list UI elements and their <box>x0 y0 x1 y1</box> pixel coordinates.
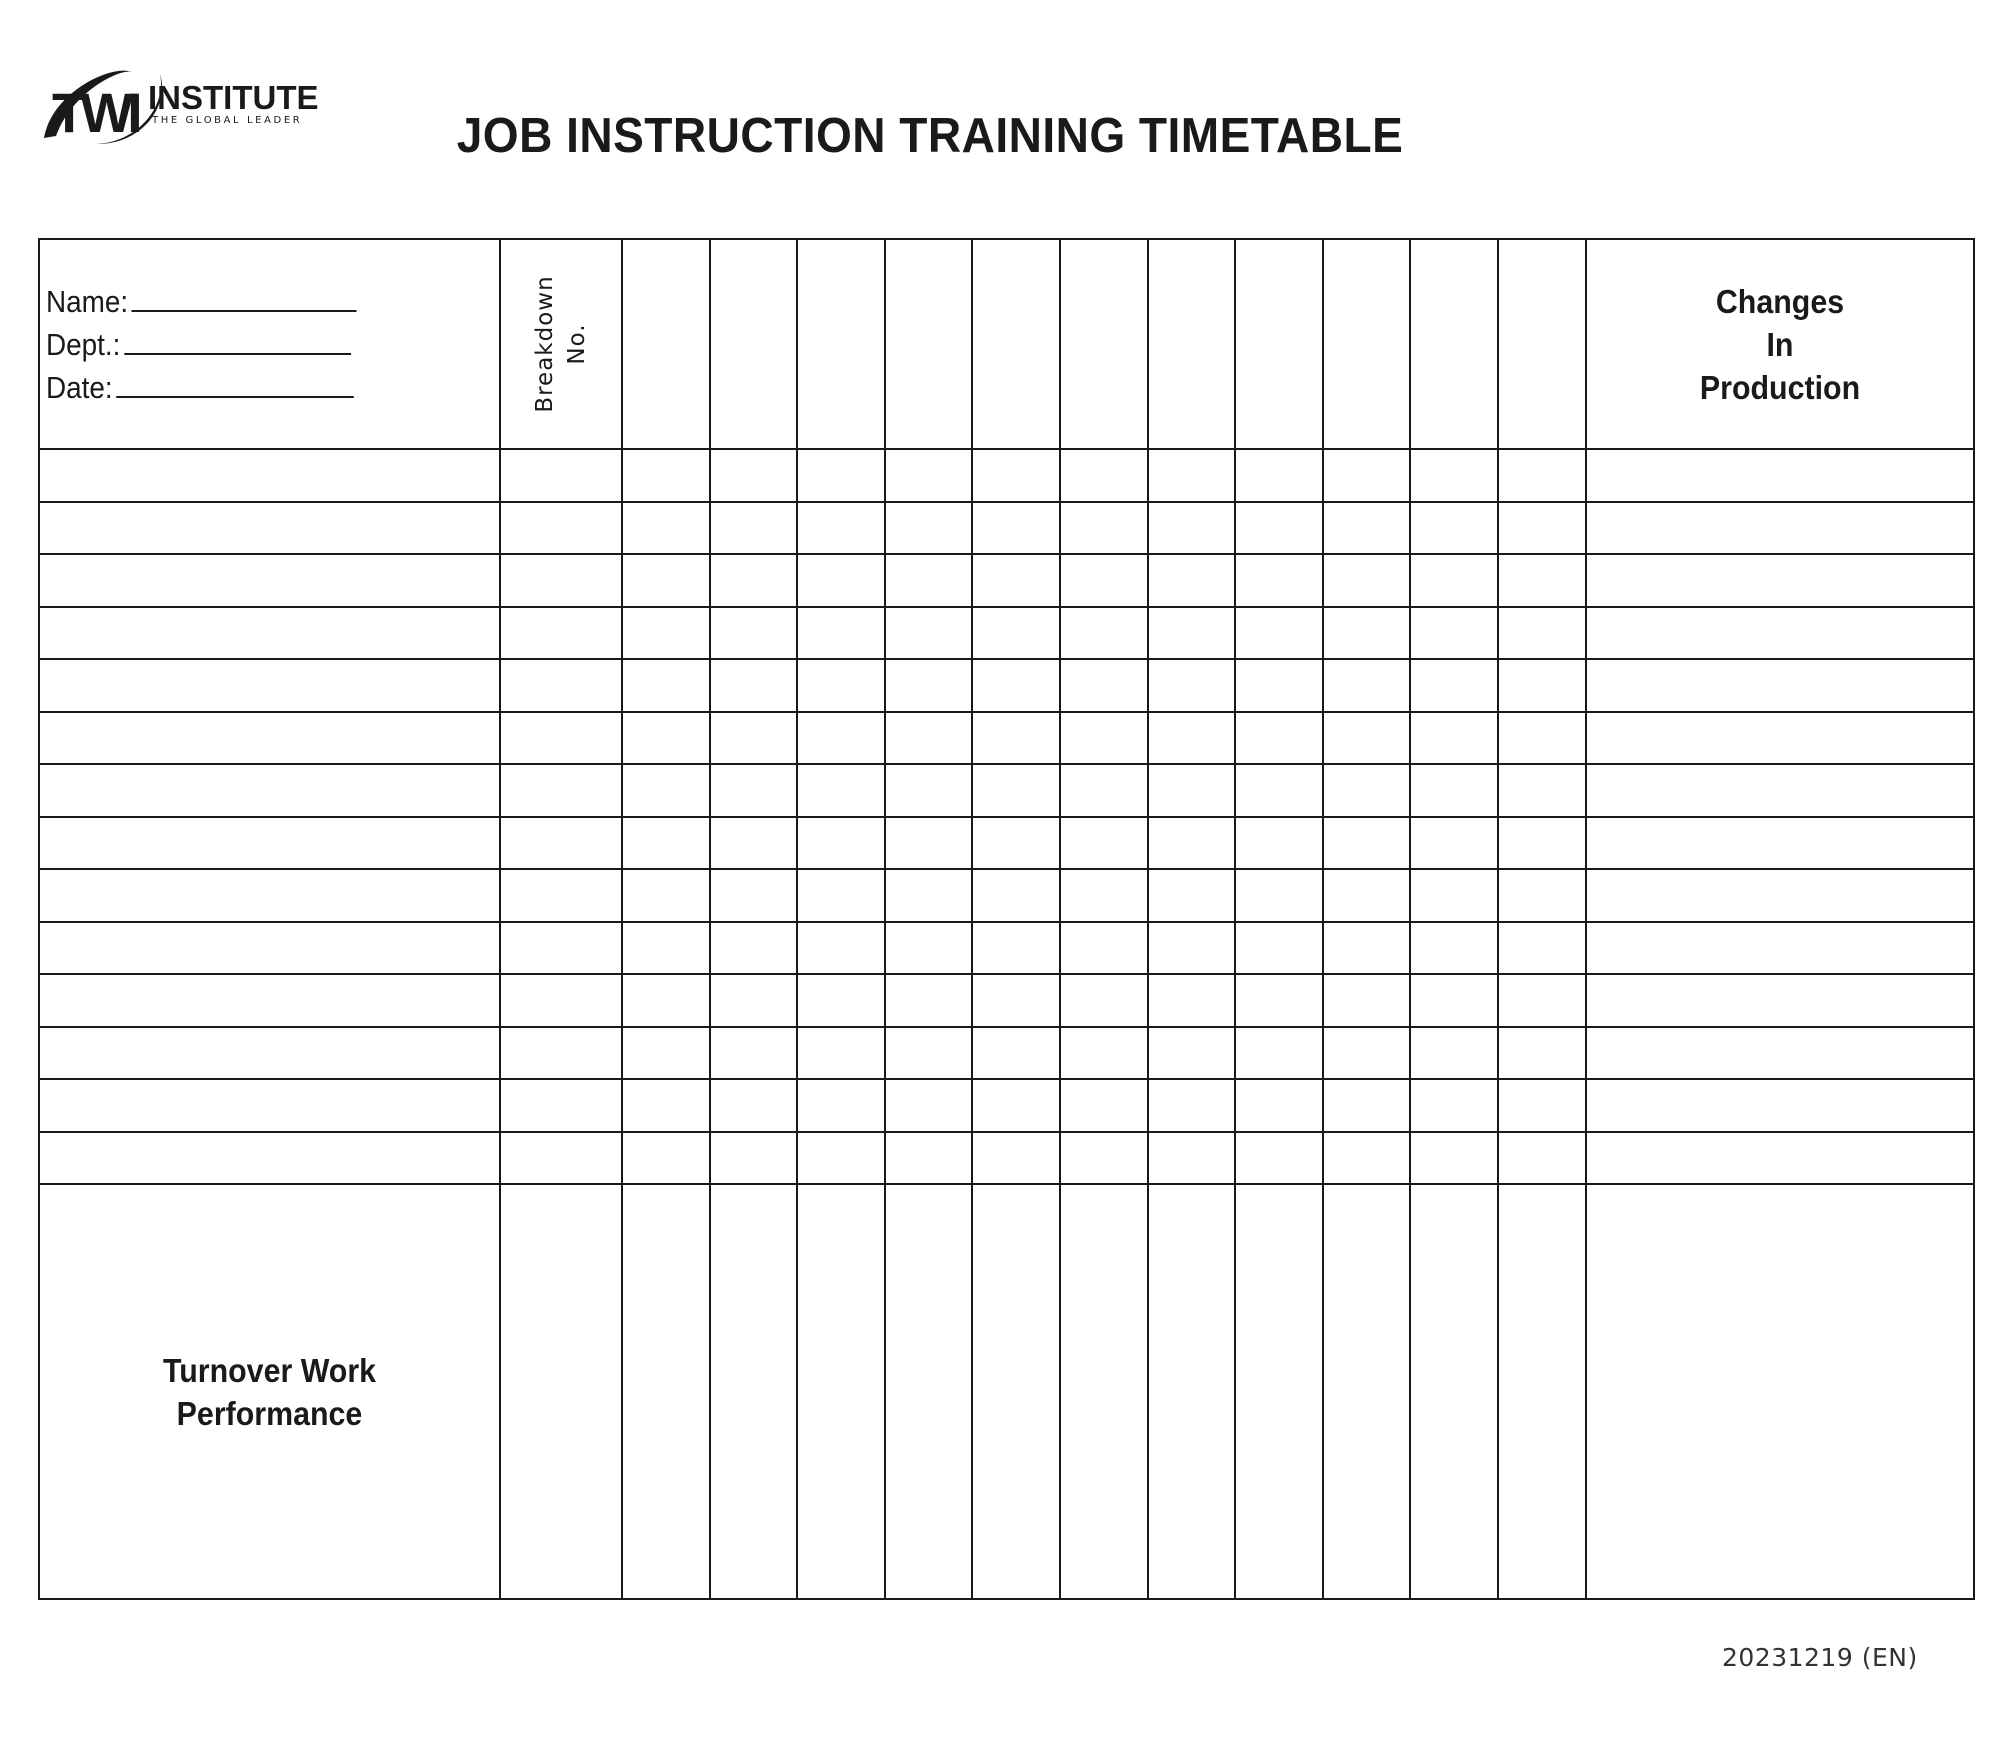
day-cell[interactable] <box>1498 1132 1586 1185</box>
day-cell[interactable] <box>1323 659 1411 712</box>
day-cell[interactable] <box>885 502 973 555</box>
header-day-cell[interactable] <box>1148 239 1236 449</box>
day-cell[interactable] <box>972 922 1060 975</box>
turnover-label-line1: Turnover Work <box>162 1351 377 1389</box>
day-cell[interactable] <box>1148 869 1236 922</box>
day-cell[interactable] <box>1060 449 1148 502</box>
table-row <box>39 869 1974 922</box>
trainee-name-cell[interactable] <box>39 869 500 922</box>
day-cell[interactable] <box>1410 712 1498 765</box>
day-cell[interactable] <box>1410 1132 1498 1185</box>
day-cell[interactable] <box>1323 449 1411 502</box>
day-cell[interactable] <box>1323 1079 1411 1132</box>
trainee-name-cell[interactable] <box>39 554 500 607</box>
day-cell[interactable] <box>1060 659 1148 712</box>
day-cell[interactable] <box>1235 554 1323 607</box>
table-row <box>39 764 1974 817</box>
day-cell[interactable] <box>1060 922 1148 975</box>
day-cell[interactable] <box>1235 869 1323 922</box>
breakdown-no-cell[interactable] <box>500 817 622 870</box>
changes-label-line3: Production <box>1699 368 1860 406</box>
changes-cell[interactable] <box>1586 1079 1974 1132</box>
day-cell[interactable] <box>622 764 710 817</box>
day-cell[interactable] <box>622 554 710 607</box>
day-cell[interactable] <box>622 1079 710 1132</box>
day-cell[interactable] <box>1060 554 1148 607</box>
day-cell[interactable] <box>972 554 1060 607</box>
breakdown-no-cell[interactable] <box>500 1027 622 1080</box>
name-label: Name: <box>46 283 129 319</box>
day-cell[interactable] <box>1410 554 1498 607</box>
changes-cell[interactable] <box>1586 554 1974 607</box>
day-cell[interactable] <box>710 554 798 607</box>
day-cell[interactable] <box>1410 607 1498 660</box>
day-cell[interactable] <box>972 974 1060 1027</box>
day-cell[interactable] <box>797 764 885 817</box>
turnover-label-line2: Performance <box>176 1394 363 1432</box>
day-cell[interactable] <box>1498 974 1586 1027</box>
trainee-name-cell[interactable] <box>39 1027 500 1080</box>
turnover-cell[interactable] <box>1498 1184 1586 1599</box>
header-day-cell[interactable] <box>1060 239 1148 449</box>
day-cell[interactable] <box>972 1132 1060 1185</box>
day-cell[interactable] <box>885 1027 973 1080</box>
name-blank-line[interactable] <box>132 310 357 312</box>
changes-cell[interactable] <box>1586 869 1974 922</box>
day-cell[interactable] <box>710 922 798 975</box>
day-cell[interactable] <box>1498 712 1586 765</box>
info-cell <box>39 239 500 449</box>
header-row <box>39 239 1974 449</box>
turnover-changes-cell[interactable] <box>1586 1184 1974 1599</box>
day-cell[interactable] <box>797 817 885 870</box>
day-cell[interactable] <box>885 607 973 660</box>
table-row <box>39 712 1974 765</box>
breakdown-label-line1: Breakdown <box>532 275 558 413</box>
breakdown-no-cell[interactable] <box>500 764 622 817</box>
header-day-cell[interactable] <box>972 239 1060 449</box>
day-cell[interactable] <box>622 659 710 712</box>
day-cell[interactable] <box>1410 449 1498 502</box>
day-cell[interactable] <box>622 502 710 555</box>
header-day-cell[interactable] <box>1410 239 1498 449</box>
day-cell[interactable] <box>1060 607 1148 660</box>
day-cell[interactable] <box>622 1132 710 1185</box>
changes-cell[interactable] <box>1586 659 1974 712</box>
turnover-cell[interactable] <box>1235 1184 1323 1599</box>
day-cell[interactable] <box>710 974 798 1027</box>
table-row <box>39 502 1974 555</box>
day-cell[interactable] <box>1060 817 1148 870</box>
turnover-cell[interactable] <box>1060 1184 1148 1599</box>
logo-tagline-text: THE GLOBAL LEADER <box>152 115 303 126</box>
day-cell[interactable] <box>622 922 710 975</box>
changes-header-cell <box>1586 239 1974 449</box>
breakdown-no-cell[interactable] <box>500 712 622 765</box>
turnover-cell[interactable] <box>972 1184 1060 1599</box>
table-row <box>39 1079 1974 1132</box>
day-cell[interactable] <box>1148 1132 1236 1185</box>
day-cell[interactable] <box>1410 1079 1498 1132</box>
day-cell[interactable] <box>1323 817 1411 870</box>
table-row <box>39 1027 1974 1080</box>
day-cell[interactable] <box>1235 1027 1323 1080</box>
day-cell[interactable] <box>1498 1079 1586 1132</box>
day-cell[interactable] <box>797 974 885 1027</box>
date-line <box>46 366 454 409</box>
day-cell[interactable] <box>1498 817 1586 870</box>
turnover-cell[interactable] <box>500 1184 622 1599</box>
turnover-cell[interactable] <box>622 1184 710 1599</box>
breakdown-no-cell[interactable] <box>500 554 622 607</box>
day-cell[interactable] <box>622 712 710 765</box>
day-cell[interactable] <box>972 659 1060 712</box>
turnover-cell[interactable] <box>710 1184 798 1599</box>
day-cell[interactable] <box>1060 502 1148 555</box>
trainee-name-cell[interactable] <box>39 764 500 817</box>
trainee-name-cell[interactable] <box>39 712 500 765</box>
day-cell[interactable] <box>1498 554 1586 607</box>
header-day-cell[interactable] <box>622 239 710 449</box>
trainee-name-cell[interactable] <box>39 1132 500 1185</box>
day-cell[interactable] <box>972 764 1060 817</box>
day-cell[interactable] <box>1060 764 1148 817</box>
turnover-cell[interactable] <box>1323 1184 1411 1599</box>
day-cell[interactable] <box>1235 1079 1323 1132</box>
turnover-label-cell <box>39 1184 500 1599</box>
day-cell[interactable] <box>972 607 1060 660</box>
day-cell[interactable] <box>885 922 973 975</box>
day-cell[interactable] <box>1148 1027 1236 1080</box>
changes-label-line1: Changes <box>1715 282 1844 320</box>
breakdown-label <box>529 275 593 412</box>
changes-cell[interactable] <box>1586 1027 1974 1080</box>
dept-label: Dept.: <box>46 326 121 362</box>
breakdown-no-cell[interactable] <box>500 607 622 660</box>
trainee-name-cell[interactable] <box>39 922 500 975</box>
day-cell[interactable] <box>1498 764 1586 817</box>
day-cell[interactable] <box>885 659 973 712</box>
day-cell[interactable] <box>797 607 885 660</box>
day-cell[interactable] <box>622 869 710 922</box>
changes-cell[interactable] <box>1586 1132 1974 1185</box>
day-cell[interactable] <box>1323 764 1411 817</box>
day-cell[interactable] <box>972 1027 1060 1080</box>
day-cell[interactable] <box>1498 659 1586 712</box>
day-cell[interactable] <box>1498 449 1586 502</box>
day-cell[interactable] <box>1235 974 1323 1027</box>
changes-cell[interactable] <box>1586 764 1974 817</box>
day-cell[interactable] <box>1498 869 1586 922</box>
day-cell[interactable] <box>622 974 710 1027</box>
day-cell[interactable] <box>885 449 973 502</box>
day-cell[interactable] <box>1235 502 1323 555</box>
breakdown-header-cell <box>500 239 622 449</box>
day-cell[interactable] <box>710 869 798 922</box>
day-cell[interactable] <box>1410 502 1498 555</box>
day-cell[interactable] <box>1323 1132 1411 1185</box>
day-cell[interactable] <box>622 449 710 502</box>
dept-blank-line[interactable] <box>124 353 351 355</box>
table-row <box>39 659 1974 712</box>
date-label: Date: <box>46 369 113 405</box>
day-cell[interactable] <box>797 449 885 502</box>
changes-cell[interactable] <box>1586 449 1974 502</box>
day-cell[interactable] <box>1148 817 1236 870</box>
turnover-row <box>39 1184 1974 1599</box>
breakdown-no-cell[interactable] <box>500 1132 622 1185</box>
day-cell[interactable] <box>1410 974 1498 1027</box>
trainee-name-cell[interactable] <box>39 659 500 712</box>
logo-mark-text: TWI <box>52 81 137 144</box>
day-cell[interactable] <box>1323 974 1411 1027</box>
day-cell[interactable] <box>797 869 885 922</box>
day-cell[interactable] <box>1148 712 1236 765</box>
date-blank-line[interactable] <box>116 396 354 398</box>
table-row <box>39 449 1974 502</box>
changes-cell[interactable] <box>1586 502 1974 555</box>
table-row <box>39 1132 1974 1185</box>
changes-cell[interactable] <box>1586 712 1974 765</box>
day-cell[interactable] <box>1148 502 1236 555</box>
day-cell[interactable] <box>797 659 885 712</box>
day-cell[interactable] <box>1323 922 1411 975</box>
form-version-code: 20231219 (EN) <box>1722 1643 1918 1672</box>
dept-line <box>46 323 454 366</box>
day-cell[interactable] <box>885 869 973 922</box>
changes-cell[interactable] <box>1586 817 1974 870</box>
table-row <box>39 554 1974 607</box>
name-line <box>46 280 454 323</box>
day-cell[interactable] <box>972 817 1060 870</box>
day-cell[interactable] <box>1060 1079 1148 1132</box>
day-cell[interactable] <box>1060 974 1148 1027</box>
day-cell[interactable] <box>710 659 798 712</box>
day-cell[interactable] <box>710 502 798 555</box>
day-cell[interactable] <box>1410 817 1498 870</box>
breakdown-no-cell[interactable] <box>500 869 622 922</box>
day-cell[interactable] <box>1323 869 1411 922</box>
day-cell[interactable] <box>1060 712 1148 765</box>
day-cell[interactable] <box>797 712 885 765</box>
header-day-cell[interactable] <box>885 239 973 449</box>
day-cell[interactable] <box>885 764 973 817</box>
day-cell[interactable] <box>885 817 973 870</box>
header-day-cell[interactable] <box>710 239 798 449</box>
day-cell[interactable] <box>885 974 973 1027</box>
day-cell[interactable] <box>1148 974 1236 1027</box>
table-row <box>39 922 1974 975</box>
day-cell[interactable] <box>1410 659 1498 712</box>
trainee-name-cell[interactable] <box>39 607 500 660</box>
day-cell[interactable] <box>972 502 1060 555</box>
day-cell[interactable] <box>972 1079 1060 1132</box>
day-cell[interactable] <box>1498 922 1586 975</box>
day-cell[interactable] <box>1235 1132 1323 1185</box>
day-cell[interactable] <box>1060 1027 1148 1080</box>
day-cell[interactable] <box>885 712 973 765</box>
day-cell[interactable] <box>972 869 1060 922</box>
header-day-cell[interactable] <box>797 239 885 449</box>
day-cell[interactable] <box>710 1079 798 1132</box>
day-cell[interactable] <box>622 817 710 870</box>
timetable-grid <box>38 238 1975 1600</box>
day-cell[interactable] <box>1148 607 1236 660</box>
day-cell[interactable] <box>885 1132 973 1185</box>
breakdown-no-cell[interactable] <box>500 974 622 1027</box>
header-day-cell[interactable] <box>1323 239 1411 449</box>
day-cell[interactable] <box>622 607 710 660</box>
day-cell[interactable] <box>885 1079 973 1132</box>
day-cell[interactable] <box>1235 607 1323 660</box>
day-cell[interactable] <box>797 1027 885 1080</box>
changes-label-line2: In <box>1766 325 1794 363</box>
day-cell[interactable] <box>1498 607 1586 660</box>
logo-name-text: INSTITUTE <box>148 79 319 116</box>
changes-cell[interactable] <box>1586 974 1974 1027</box>
day-cell[interactable] <box>1235 922 1323 975</box>
page-title: JOB INSTRUCTION TRAINING TIMETABLE <box>456 109 1404 163</box>
day-cell[interactable] <box>1498 502 1586 555</box>
trainee-name-cell[interactable] <box>39 449 500 502</box>
day-cell[interactable] <box>1148 659 1236 712</box>
trainee-name-cell[interactable] <box>39 817 500 870</box>
day-cell[interactable] <box>797 502 885 555</box>
trainee-name-cell[interactable] <box>39 1079 500 1132</box>
day-cell[interactable] <box>1323 502 1411 555</box>
day-cell[interactable] <box>1410 764 1498 817</box>
breakdown-no-cell[interactable] <box>500 922 622 975</box>
turnover-cell[interactable] <box>1148 1184 1236 1599</box>
breakdown-no-cell[interactable] <box>500 1079 622 1132</box>
trainee-name-cell[interactable] <box>39 502 500 555</box>
day-cell[interactable] <box>1235 659 1323 712</box>
day-cell[interactable] <box>710 764 798 817</box>
day-cell[interactable] <box>1060 869 1148 922</box>
day-cell[interactable] <box>1323 712 1411 765</box>
day-cell[interactable] <box>1060 1132 1148 1185</box>
table-row <box>39 607 1974 660</box>
day-cell[interactable] <box>1235 712 1323 765</box>
day-cell[interactable] <box>1410 869 1498 922</box>
turnover-cell[interactable] <box>797 1184 885 1599</box>
day-cell[interactable] <box>1323 1027 1411 1080</box>
day-cell[interactable] <box>710 712 798 765</box>
day-cell[interactable] <box>797 922 885 975</box>
day-cell[interactable] <box>710 607 798 660</box>
day-cell[interactable] <box>710 1027 798 1080</box>
day-cell[interactable] <box>972 712 1060 765</box>
header-day-cell[interactable] <box>1235 239 1323 449</box>
day-cell[interactable] <box>1323 607 1411 660</box>
day-cell[interactable] <box>972 449 1060 502</box>
breakdown-no-cell[interactable] <box>500 502 622 555</box>
day-cell[interactable] <box>710 1132 798 1185</box>
day-cell[interactable] <box>1148 1079 1236 1132</box>
breakdown-label-line2: No. <box>564 323 590 365</box>
day-cell[interactable] <box>1498 1027 1586 1080</box>
turnover-cell[interactable] <box>1410 1184 1498 1599</box>
day-cell[interactable] <box>885 554 973 607</box>
trainee-name-cell[interactable] <box>39 974 500 1027</box>
changes-cell[interactable] <box>1586 607 1974 660</box>
day-cell[interactable] <box>1148 554 1236 607</box>
day-cell[interactable] <box>1235 449 1323 502</box>
day-cell[interactable] <box>1148 764 1236 817</box>
day-cell[interactable] <box>710 449 798 502</box>
breakdown-no-cell[interactable] <box>500 449 622 502</box>
day-cell[interactable] <box>1235 817 1323 870</box>
day-cell[interactable] <box>1148 449 1236 502</box>
day-cell[interactable] <box>797 554 885 607</box>
day-cell[interactable] <box>1323 554 1411 607</box>
day-cell[interactable] <box>622 1027 710 1080</box>
table-row <box>39 817 1974 870</box>
day-cell[interactable] <box>797 1079 885 1132</box>
turnover-cell[interactable] <box>885 1184 973 1599</box>
header-day-cell[interactable] <box>1498 239 1586 449</box>
changes-cell[interactable] <box>1586 922 1974 975</box>
day-cell[interactable] <box>710 817 798 870</box>
day-cell[interactable] <box>1235 764 1323 817</box>
breakdown-no-cell[interactable] <box>500 659 622 712</box>
table-row <box>39 974 1974 1027</box>
day-cell[interactable] <box>797 1132 885 1185</box>
day-cell[interactable] <box>1410 1027 1498 1080</box>
day-cell[interactable] <box>1410 922 1498 975</box>
day-cell[interactable] <box>1148 922 1236 975</box>
